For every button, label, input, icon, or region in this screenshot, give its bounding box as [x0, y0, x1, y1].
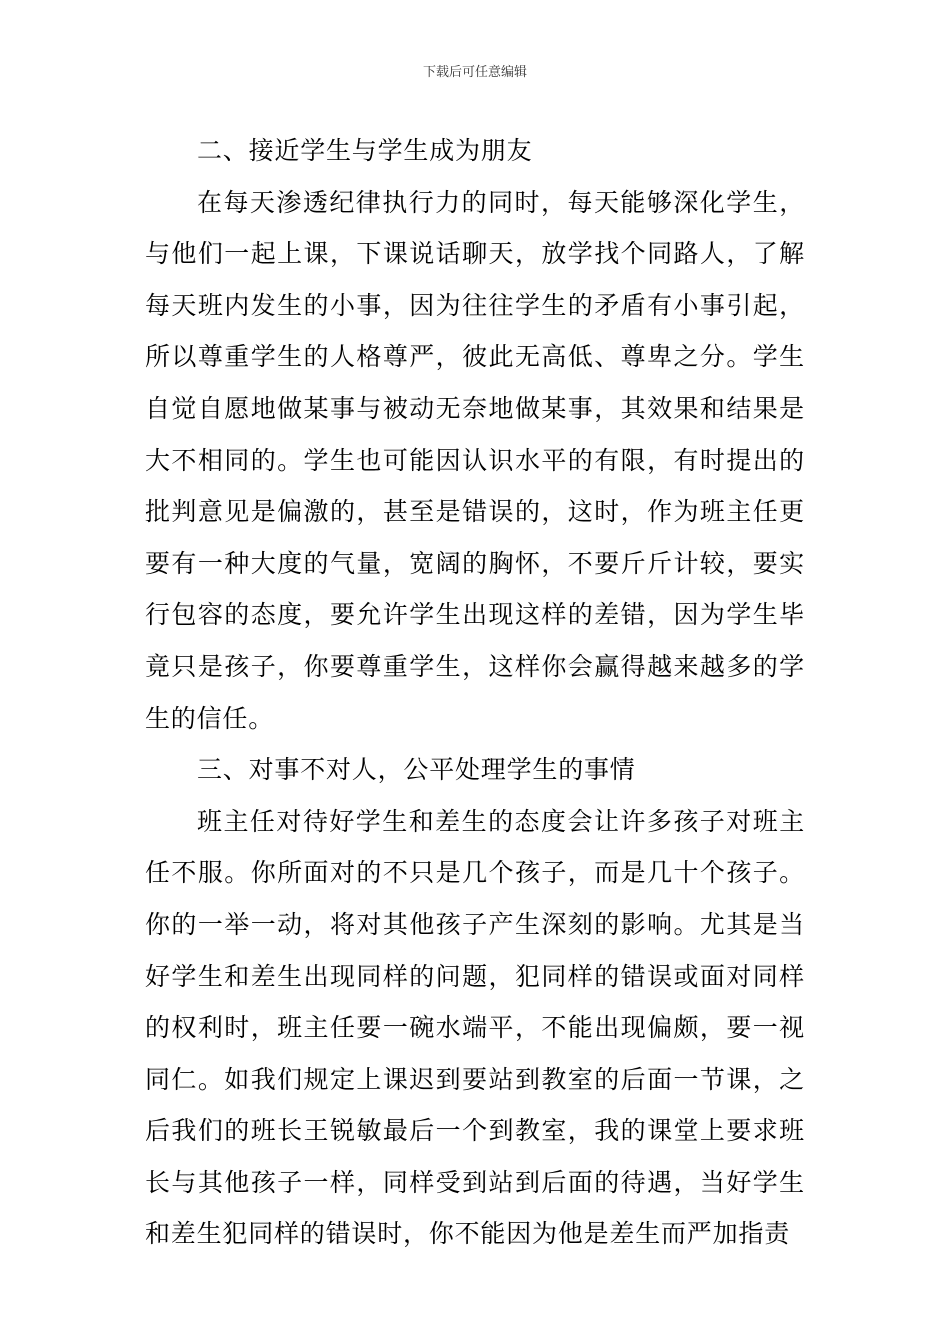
page-header: 下载后可任意编辑	[422, 65, 527, 80]
paragraph-section-3: 班主任对待好学生和差生的态度会让许多孩子对班主任不服。你所面对的不只是几个孩子，而是几十个孩子。你的一举一动，将对其他孩子产生深刻的影响。尤其是当好学生和差生出现同样的问题，犯同样的错误或面对同样的权利时，班主任要一碗水端平，不能出现偏颇，要一视同仁。如我们规定上课迟到要站到教室的后面一节课，之后我们的班长王锐敏最后一个到教室，我的课堂上要求班长与其他孩子一样，同样受到站到后面的待遇，当好学生和差生犯同样的错误时，你不能因为他是差生而严加指责	[145, 806, 805, 1249]
section-heading-2: 二、接近学生与学生成为朋友	[197, 136, 533, 165]
paragraph-section-2: 在每天渗透纪律执行力的同时，每天能够深化学生，与他们一起上课，下课说话聊天，放学找个同路人，了解每天班内发生的小事，因为往往学生的矛盾有小事引起，所以尊重学生的人格尊严，彼此无高低、尊卑之分。学生自觉自愿地做某事与被动无奈地做某事，其效果和结果是大不相同的。学生也可能因认识水平的有限，有时提出的批判意见是偏激的，甚至是错误的，这时，作为班主任更要有一种大度的气量，宽阔的胸怀，不要斤斤计较，要实行包容的态度，要允许学生出现这样的差错，因为学生毕竟只是孩子，你要尊重学生，这样你会赢得越来越多的学生的信任。	[145, 187, 805, 733]
document-body	[145, 125, 805, 1260]
section-heading-3: 三、对事不对人，公平处理学生的事情	[197, 755, 636, 785]
